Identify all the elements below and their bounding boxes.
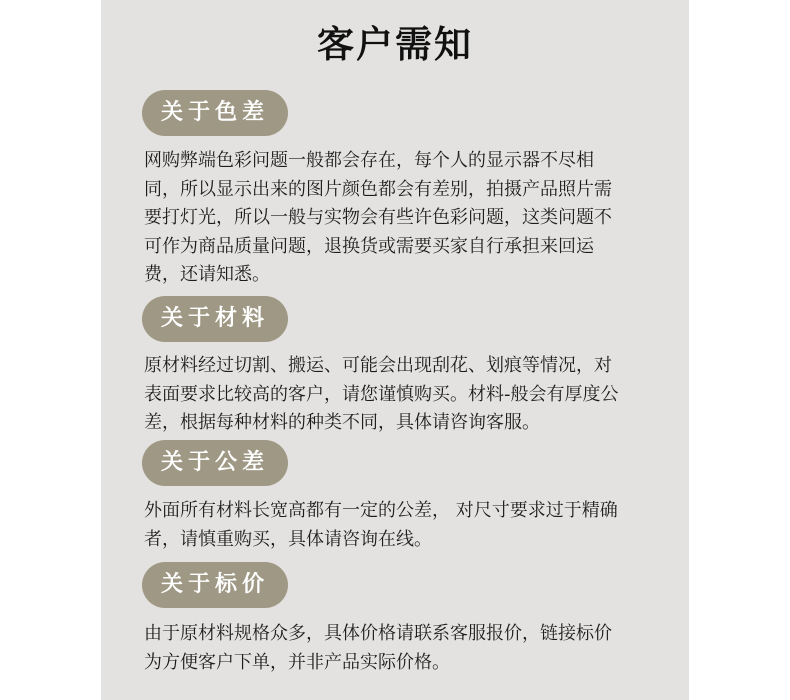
body-line: 为方便客户下单，并非产品实际价格。 [144,651,450,673]
section-body-color-difference [144,147,674,290]
body-line: 差，根据每种材料的种类不同，具体请咨询客服。 [144,412,540,433]
body-line: 表面要求比较高的客户，请您谨慎购买。材料-般会有厚度公 [144,383,619,405]
body-line: 外面所有材料长宽高都有一定的公差， 对尺寸要求过于精确 [144,500,618,521]
body-line: 费，还请知悉。 [144,264,270,285]
section-heading-tolerance: 关于公差 [142,440,288,486]
body-line: 网购弊端色彩问题一般都会存在，每个人的显示器不尽相 [144,150,594,171]
notice-card [101,0,689,700]
section-heading-materials: 关于材料 [142,296,288,342]
body-line: 可作为商品质量问题，退换货或需要买家自行承担来回运 [144,235,594,257]
section-body-tolerance [144,497,674,554]
section-body-pricing [144,620,674,677]
section-heading-color-difference: 关于色差 [142,90,288,136]
body-line: 要打灯光，所以一般与实物会有些许色彩问题，这类问题不 [144,207,612,228]
body-line: 同，所以显示出来的图片颜色都会有差别，拍摄产品照片需 [144,178,612,200]
page-title: 客户需知 [317,23,473,66]
body-line: 由于原材料规格众多，具体价格请联系客服报价，链接标价 [144,623,612,644]
section-heading-pricing: 关于标价 [142,562,288,608]
body-line: 者，请慎重购买，具体请咨询在线。 [144,528,432,550]
body-line: 原材料经过切割、搬运、可能会出现刮花、划痕等情况，对 [144,355,612,376]
section-body-materials [144,352,674,438]
